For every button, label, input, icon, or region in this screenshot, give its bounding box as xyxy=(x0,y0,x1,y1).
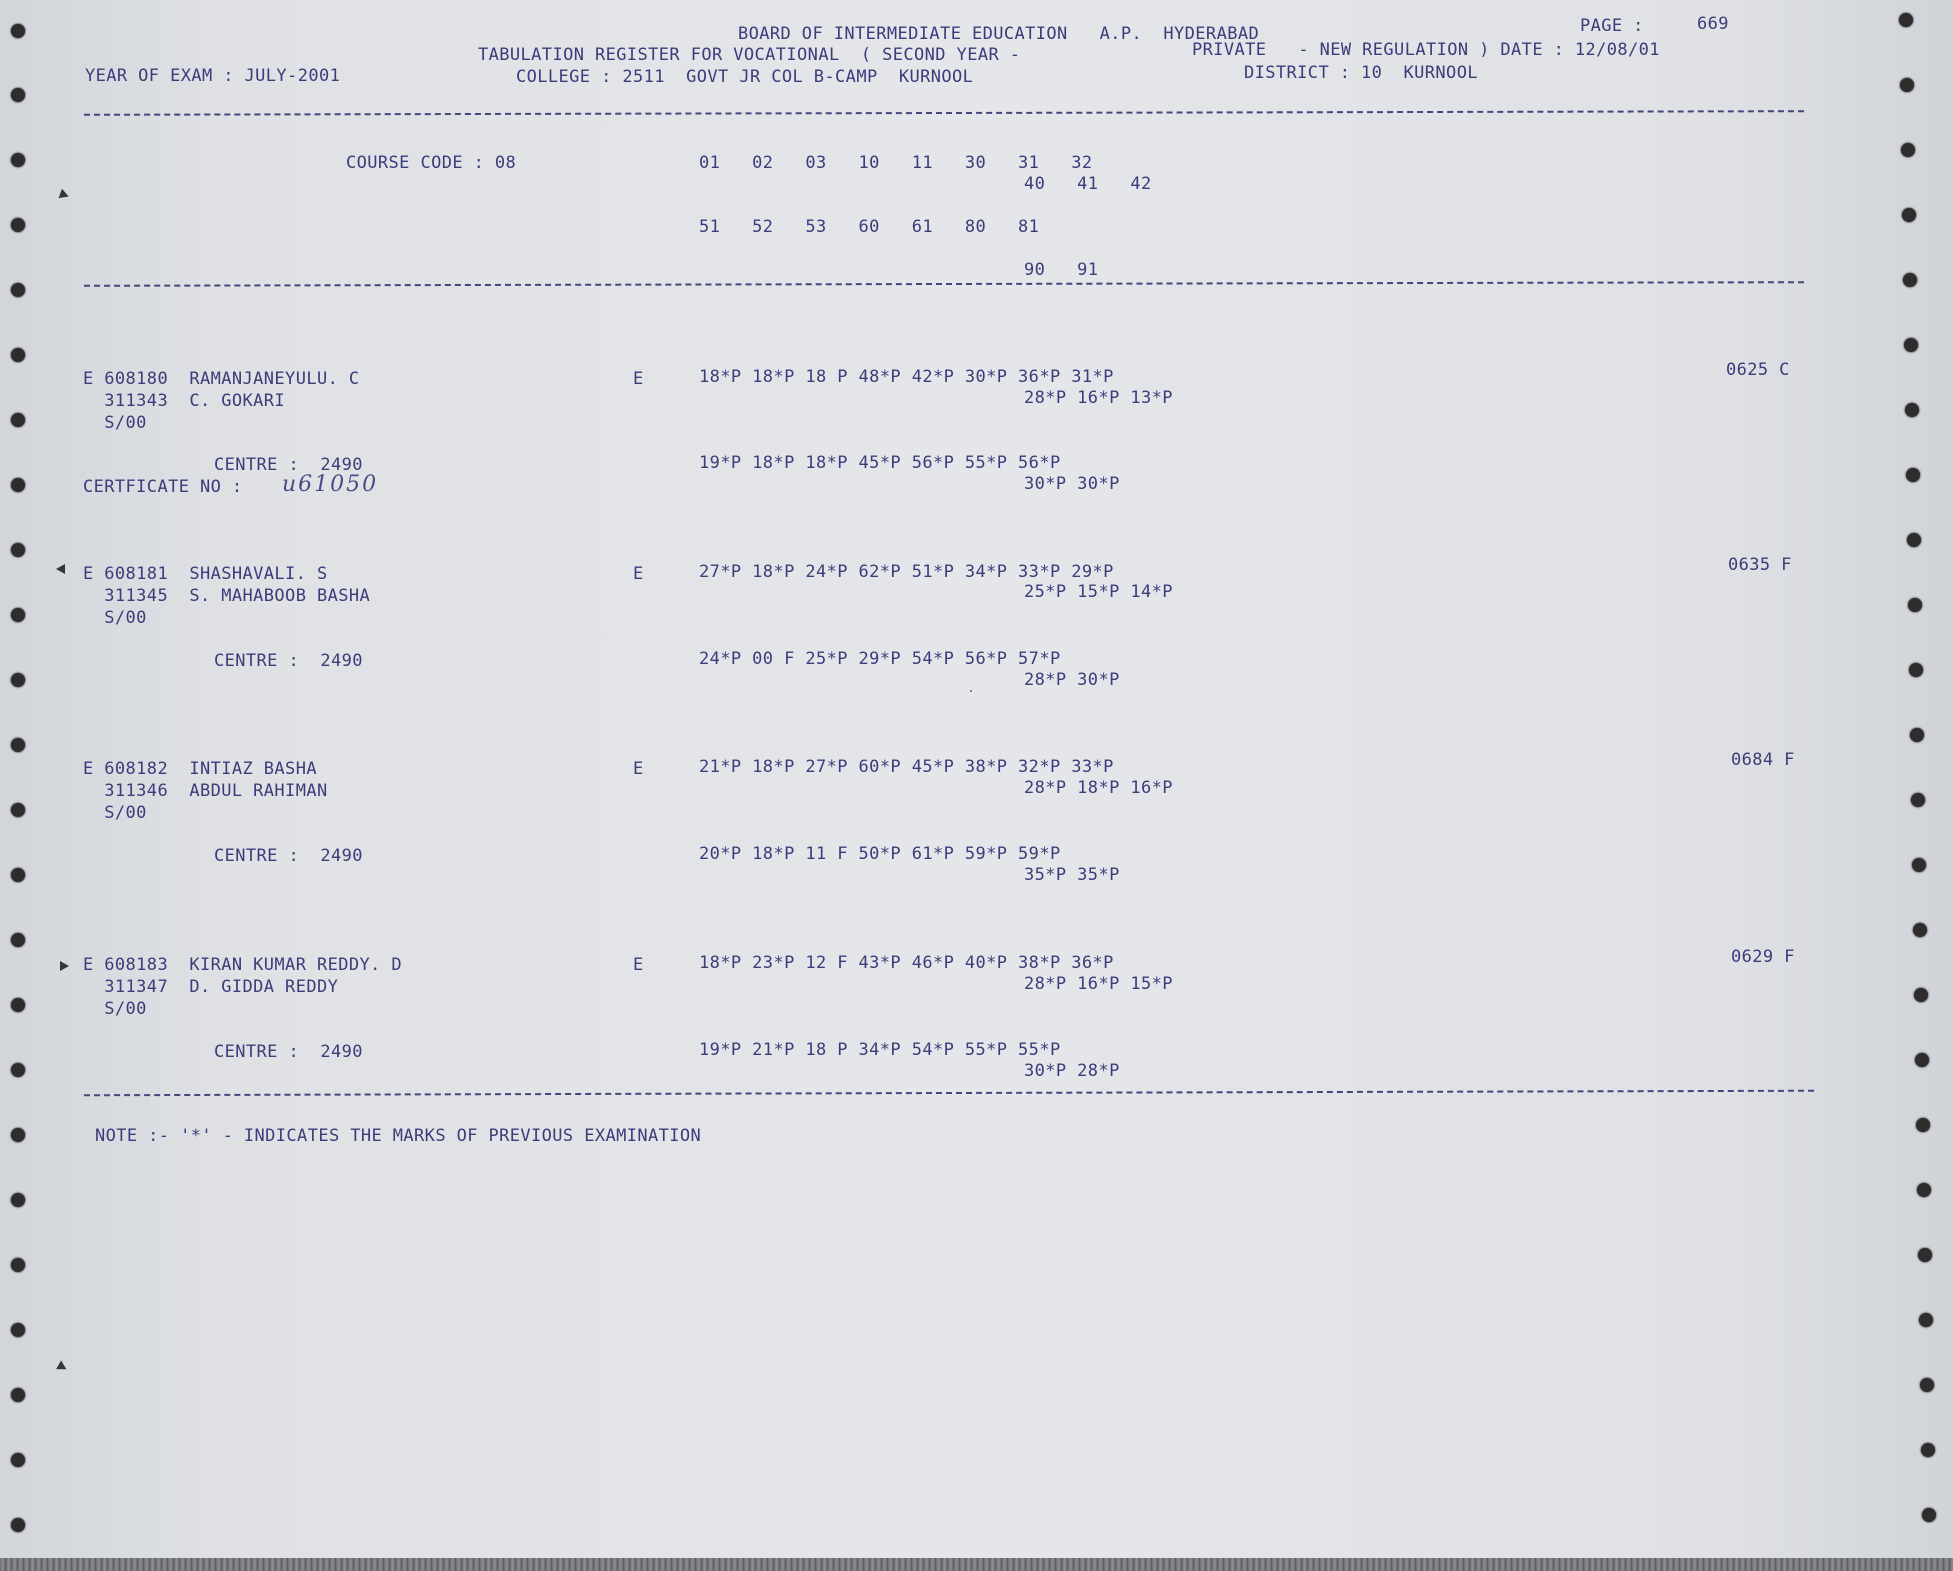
student-centre: CENTRE : 2490 xyxy=(214,846,363,866)
marks-row-2: 28*P 18*P 16*P xyxy=(1024,778,1173,798)
student-hall-guardian: 311346 ABDUL RAHIMAN xyxy=(83,781,328,801)
feed-hole-icon xyxy=(1919,1313,1933,1327)
student-id-name: E 608182 INTIAZ BASHA xyxy=(83,759,317,779)
arrow-mark-icon xyxy=(59,189,71,201)
feed-hole-icon xyxy=(1910,728,1924,742)
feed-hole-icon xyxy=(11,1193,25,1207)
student-category: E xyxy=(633,564,644,584)
course-codes-row-2: 40 41 42 xyxy=(1024,174,1152,194)
feed-hole-icon xyxy=(11,673,25,687)
feed-hole-icon xyxy=(1921,1443,1935,1457)
student-centre: CENTRE : 2490 xyxy=(214,651,363,671)
register-title: TABULATION REGISTER FOR VOCATIONAL ( SECOND YEAR - xyxy=(478,45,1021,65)
feed-hole-icon xyxy=(11,933,25,947)
feed-hole-icon xyxy=(1899,13,1913,27)
feed-hole-icon xyxy=(11,1258,25,1272)
certificate-number-handwritten: u61050 xyxy=(282,472,379,497)
marks-row-1: 27*P 18*P 24*P 62*P 51*P 34*P 33*P 29*P xyxy=(699,562,1114,582)
year-of-exam: YEAR OF EXAM : JULY-2001 xyxy=(85,66,341,86)
feed-hole-icon xyxy=(1912,858,1926,872)
feed-hole-icon xyxy=(11,88,25,102)
marks-row-2: 28*P 16*P 15*P xyxy=(1024,974,1173,994)
student-total-result: 0635 F xyxy=(1728,555,1792,575)
marks-row-4: 30*P 30*P xyxy=(1024,474,1120,494)
marks-row-4: 30*P 28*P xyxy=(1024,1061,1120,1081)
feed-hole-icon xyxy=(1922,1508,1936,1522)
marks-row-3: 24*P 00 F 25*P 29*P 54*P 56*P 57*P xyxy=(699,649,1061,669)
feed-hole-icon xyxy=(11,283,25,297)
feed-hole-icon xyxy=(11,543,25,557)
course-separator xyxy=(84,281,1804,287)
feed-hole-icon xyxy=(11,803,25,817)
feed-hole-icon xyxy=(1911,793,1925,807)
feed-hole-icon xyxy=(1904,338,1918,352)
student-category: E xyxy=(633,369,644,389)
student-category: E xyxy=(633,955,644,975)
arrow-mark-icon xyxy=(56,1360,69,1373)
student-status: S/00 xyxy=(83,803,147,823)
feed-hole-icon xyxy=(11,1518,25,1532)
student-hall-guardian: 311345 S. MAHABOOB BASHA xyxy=(83,586,371,606)
feed-hole-icon xyxy=(11,608,25,622)
marks-row-2: 28*P 16*P 13*P xyxy=(1024,388,1173,408)
marks-row-1: 18*P 23*P 12 F 43*P 46*P 40*P 38*P 36*P xyxy=(699,953,1114,973)
arrow-mark-icon xyxy=(56,564,65,574)
student-centre: CENTRE : 2490 xyxy=(214,1042,363,1062)
feed-hole-icon xyxy=(1905,403,1919,417)
feed-hole-icon xyxy=(1915,1053,1929,1067)
college-info: COLLEGE : 2511 GOVT JR COL B-CAMP KURNOOL xyxy=(516,67,974,87)
marks-row-3: 20*P 18*P 11 F 50*P 61*P 59*P 59*P xyxy=(699,844,1061,864)
background-surface xyxy=(0,1558,1953,1571)
certificate-label: CERTFICATE NO : xyxy=(83,477,243,497)
feed-hole-icon xyxy=(1900,78,1914,92)
feed-hole-icon xyxy=(11,1323,25,1337)
feed-hole-icon xyxy=(11,24,25,38)
student-total-result: 0625 C xyxy=(1726,360,1790,380)
register-type-date: PRIVATE - NEW REGULATION ) DATE : 12/08/01 xyxy=(1192,40,1660,60)
feed-hole-icon xyxy=(1902,208,1916,222)
feed-hole-icon xyxy=(11,1063,25,1077)
feed-hole-icon xyxy=(1917,1183,1931,1197)
marks-row-2: 25*P 15*P 14*P xyxy=(1024,582,1173,602)
marks-row-1: 21*P 18*P 27*P 60*P 45*P 38*P 32*P 33*P xyxy=(699,757,1114,777)
marks-row-4: 28*P 30*P xyxy=(1024,670,1120,690)
feed-hole-icon xyxy=(1908,598,1922,612)
feed-hole-icon xyxy=(1918,1248,1932,1262)
student-hall-guardian: 311347 D. GIDDA REDDY xyxy=(83,977,339,997)
board-title: BOARD OF INTERMEDIATE EDUCATION A.P. HYDERABAD xyxy=(738,24,1260,44)
marks-row-4: 35*P 35*P xyxy=(1024,865,1120,885)
student-id-name: E 608181 SHASHAVALI. S xyxy=(83,564,328,584)
feed-hole-icon xyxy=(1909,663,1923,677)
feed-hole-icon xyxy=(11,218,25,232)
feed-hole-icon xyxy=(1901,143,1915,157)
student-id-name: E 608180 RAMANJANEYULU. C xyxy=(83,369,360,389)
feed-hole-icon xyxy=(11,998,25,1012)
feed-hole-icon xyxy=(11,478,25,492)
course-codes-row-4: 90 91 xyxy=(1024,260,1099,280)
ink-speck xyxy=(970,690,972,692)
student-category: E xyxy=(633,759,644,779)
student-total-result: 0684 F xyxy=(1731,750,1795,770)
feed-hole-icon xyxy=(11,738,25,752)
student-status: S/00 xyxy=(83,608,147,628)
course-codes-row-1: 01 02 03 10 11 30 31 32 xyxy=(699,153,1093,173)
page-number: 669 xyxy=(1697,14,1729,34)
feed-hole-icon xyxy=(11,1388,25,1402)
student-centre: CENTRE : 2490 xyxy=(214,455,363,475)
feed-hole-icon xyxy=(11,153,25,167)
feed-hole-icon xyxy=(1903,273,1917,287)
feed-hole-icon xyxy=(1914,988,1928,1002)
feed-hole-icon xyxy=(1913,923,1927,937)
marks-row-3: 19*P 21*P 18 P 34*P 54*P 55*P 55*P xyxy=(699,1040,1061,1060)
feed-hole-icon xyxy=(11,1128,25,1142)
feed-hole-icon xyxy=(11,348,25,362)
student-id-name: E 608183 KIRAN KUMAR REDDY. D xyxy=(83,955,403,975)
feed-hole-icon xyxy=(1920,1378,1934,1392)
course-code-label: COURSE CODE : 08 xyxy=(346,153,517,173)
feed-hole-icon xyxy=(1906,468,1920,482)
feed-hole-icon xyxy=(11,868,25,882)
arrow-mark-icon xyxy=(60,961,69,971)
student-hall-guardian: 311343 C. GOKARI xyxy=(83,391,286,411)
student-status: S/00 xyxy=(83,413,147,433)
footer-separator xyxy=(84,1090,1814,1097)
footnote: NOTE :- '*' - INDICATES THE MARKS OF PREVIOUS EXAMINATION xyxy=(95,1126,702,1146)
feed-hole-icon xyxy=(11,413,25,427)
marks-row-1: 18*P 18*P 18 P 48*P 42*P 30*P 36*P 31*P xyxy=(699,367,1114,387)
district-info: DISTRICT : 10 KURNOOL xyxy=(1244,63,1478,83)
feed-hole-icon xyxy=(1907,533,1921,547)
student-status: S/00 xyxy=(83,999,147,1019)
student-total-result: 0629 F xyxy=(1731,947,1795,967)
feed-hole-icon xyxy=(1916,1118,1930,1132)
header-separator xyxy=(84,110,1804,116)
page-label: PAGE : xyxy=(1580,16,1644,36)
feed-hole-icon xyxy=(11,1453,25,1467)
course-codes-row-3: 51 52 53 60 61 80 81 xyxy=(699,217,1040,237)
marks-row-3: 19*P 18*P 18*P 45*P 56*P 55*P 56*P xyxy=(699,453,1061,473)
